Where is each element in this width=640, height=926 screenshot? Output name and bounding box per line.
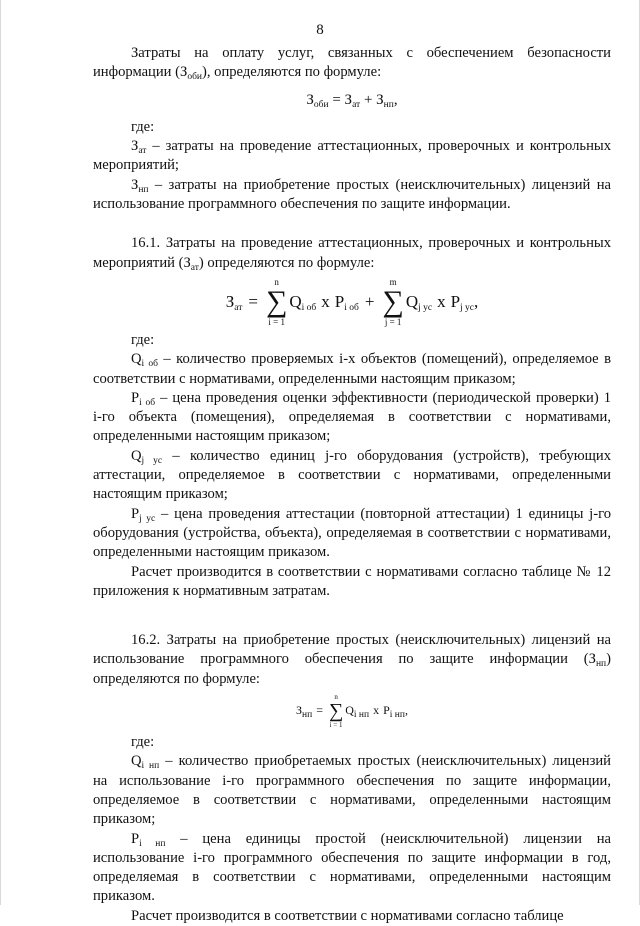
calculation-note-16-2: Расчет производится в соответствии с нормативами согласно таблице xyxy=(131,907,564,924)
where-label: где: xyxy=(131,734,155,751)
definition-qiob: $Q_{i об}$ – количество проверяемых i-х объектов (помещений), определяемое в соответствии с нормативами, определенными настоящим приказом; xyxy=(93,351,611,387)
formula-zobi: $З_{оби} = З_{ат} + З_{нп}$, xyxy=(306,91,398,110)
definition-pjus: $P_{j ус}$ – цена проведения аттестации (повторной аттестации) 1 единицы j-го оборудования (устройства, объекта), определяемая в соответствии с нормативами, определенными настоящим приказом. xyxy=(93,505,611,561)
where-label: где: xyxy=(131,118,155,135)
definition-qjus: $Q_{j ус}$ – количество единиц j-го оборудования (устройств), требующих аттестации, определяемое в соответствии с нормативами, определенными настоящим приказом; xyxy=(93,447,611,503)
sum-symbol-1: n ∑ i = 1 xyxy=(265,276,288,327)
sum-symbol-3: n ∑ i = 1 xyxy=(328,693,344,730)
definition-piob: $P_{i об}$ – цена проведения оценки эффективности (периодической проверки) 1 i-го объекта (помещения), определяемая в соответствии с нормативами, определенными настоящим приказом; xyxy=(93,389,611,445)
section-16-1-heading: 16.1. Затраты на проведение аттестационных, проверочных и контрольных мероприятий $(З_{ат})$ определяются по формуле: xyxy=(93,235,611,273)
formula-znp: $З_{нп}$ = n ∑ i = 1 $Q_{i нп}$ x $P_{i нп}$ , xyxy=(296,693,408,730)
definition-znp: $З_{нп}$ – затраты на приобретение простых (неисключительных) лицензий на использование программного обеспечения по защите информации. xyxy=(93,176,611,213)
definition-zat: $З_{ат}$ – затраты на проведение аттестационных, проверочных и контрольных мероприятий; xyxy=(93,138,611,174)
page-body xyxy=(93,44,611,926)
intro-paragraph: Затраты на оплату услуг, связанных с обеспечением безопасности информации $(З_{оби})$, определяются по формуле: xyxy=(93,45,611,83)
definition-pinp: $P_{i нп}$ – цена единицы простой (неисключительной) лицензии на использование i-го программного обеспечения по защите информации в год, определяемая в соответствии с нормативами, определенными настоящим приказом. xyxy=(93,830,611,905)
formula-zat: $З_{ат}$ = n ∑ i = 1 $Q_{i об}$ x $P_{i об}$ + m ∑ j = 1 $Q_{j ус}$ x $P_{j ус}$ , xyxy=(225,276,479,327)
sum-symbol-2: m ∑ j = 1 xyxy=(382,276,404,327)
page-number: 8 xyxy=(316,22,324,38)
calculation-note-16-1: Расчет производится в соответствии с нормативами согласно таблице № 12 приложения к нормативным затратам. xyxy=(93,563,611,599)
page-left-edge xyxy=(0,0,1,905)
definition-qinp: $Q_{i нп}$ – количество приобретаемых простых (неисключительных) лицензий на использование i-го программного обеспечения по защите информации, определяемое в соответствии с нормативами, определенными настоящим приказом; xyxy=(93,753,611,828)
section-16-2-heading: 16.2. Затраты на приобретение простых (неисключительных) лицензий на использование программного обеспечения по защите информации $(З_{нп})$ определяются по формуле: xyxy=(93,632,611,687)
where-label: где: xyxy=(131,331,155,348)
